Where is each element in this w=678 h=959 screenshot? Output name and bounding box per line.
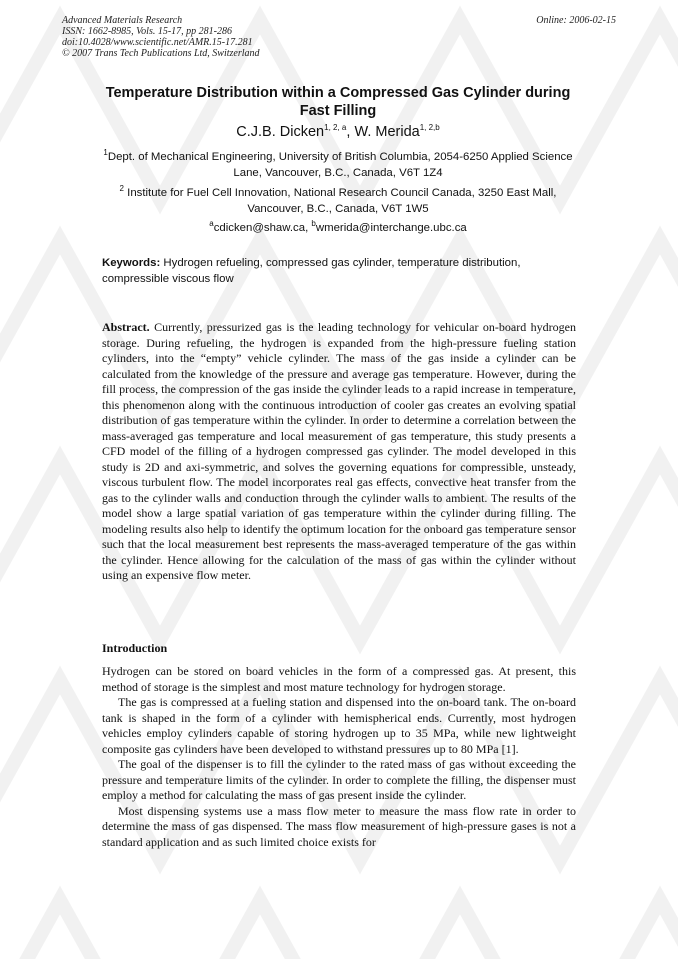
journal-name: Advanced Materials Research <box>62 15 183 26</box>
keywords-label: Keywords: <box>102 257 161 269</box>
author-list <box>100 123 576 141</box>
email-marker: a <box>209 219 214 229</box>
author-affiliation-marker: 1, 2, a <box>324 123 347 133</box>
paragraph: Hydrogen can be stored on board vehicles in the form of a compressed gas. At present, this method of storage is the simplest and most mature technology for hydrogen storage. <box>102 664 576 694</box>
paragraph: Most dispensing systems use a mass flow meter to measure the mass flow rate in order to determine the mass of gas dispensed. The mass flow measurement of high-pressure gases is not a standard application and as such limited choice exists for <box>102 803 576 849</box>
affiliation-2 <box>100 186 576 217</box>
section-heading-introduction: Introduction <box>102 641 168 655</box>
email-link[interactable]: cdicken@shaw.ca <box>213 222 306 234</box>
keywords-block <box>102 256 576 287</box>
email-link[interactable]: wmerida@interchange.ubc.ca <box>315 222 467 234</box>
author-separator: , <box>346 124 355 140</box>
journal-issn: ISSN: 1662-8985, Vols. 15-17, pp 281-286 <box>62 26 232 37</box>
keywords-text: Hydrogen refueling, compressed gas cylinder, temperature distribution, compressible viscous flow <box>102 257 521 285</box>
email-marker: b <box>311 219 316 229</box>
journal-header <box>62 15 616 59</box>
author-name: W. Merida <box>354 124 420 140</box>
affiliation-text: Institute for Fuel Cell Innovation, National Research Council Canada, 3250 East Mall, Vancouver, B.C., Canada, V6T 1W5 <box>127 187 557 215</box>
introduction-body <box>102 664 576 850</box>
affiliation-text: Dept. of Mechanical Engineering, University of British Columbia, 2054-6250 Applied Science Lane, Vancouver, B.C., Canada, V6T 1Z4 <box>107 151 573 179</box>
author-emails <box>100 221 576 237</box>
journal-copyright: © 2007 Trans Tech Publications Ltd, Switzerland <box>62 48 260 59</box>
journal-doi: doi:10.4028/www.scientific.net/AMR.15-17.281 <box>62 37 253 48</box>
online-date: Online: 2006-02-15 <box>536 15 616 26</box>
paragraph: The gas is compressed at a fueling station and dispensed into the on-board tank. The on-board tank is shaped in the form of a cylinder with hemispherical ends. Currently, most hydrogen vehicles employ cylinders capable of storing hydrogen up to 35 MPa, while new lightweight composite gas cylinders have been developed to withstand pressures up to 80 MPa [1]. <box>102 695 576 756</box>
abstract-label: Abstract. <box>102 320 150 334</box>
affiliation-marker: 1 <box>103 148 108 158</box>
author-affiliation-marker: 1, 2,b <box>419 123 440 133</box>
author-name: C.J.B. Dicken <box>236 124 325 140</box>
email-separator: , <box>305 222 312 234</box>
paper-title: Temperature Distribution within a Compressed Gas Cylinder during Fast Filling <box>105 85 571 119</box>
affiliation-1 <box>100 150 576 181</box>
affiliation-marker: 2 <box>119 184 124 194</box>
paragraph: The goal of the dispenser is to fill the cylinder to the rated mass of gas without exceeding the pressure and temperature limits of the cylinder. In order to complete the filling, the dispenser must employ a method for calculating the mass of gas present inside the cylinder. <box>102 757 576 802</box>
abstract-text: Currently, pressurized gas is the leading technology for vehicular on-board hydrogen storage. During refueling, the hydrogen is expanded from the high-pressure fueling station cylinders, into the “empty” vehicle cylinder. The mass of the gas inside a cylinder can be calculated from the knowledge of the pressure and average gas temperature. However, during the fill process, the compression of the gas inside the cylinder leads to a rapid increase in temperature, this phenomenon along with the continuous introduction of cooler gas creates an evolving spatial distribution of gas temperature within the cylinder. In order to determine a correlation between the mass-averaged gas temperature and local measurement of gas temperature, this study presents a CFD model of the filling of a hydrogen compressed gas cylinder. The model developed in this study is 2D and axi-symmetric, and solves the governing equations for compressible, unsteady, viscous turbulent flow. The model incorporates real gas effects, convective heat transfer from the gas to the cylinder walls and conduction through the cylinder walls to ambient. The results of the model show a large spatial variation of gas temperature within the cylinder during filling. The modeling results also help to identify the optimum location for the onboard gas temperature sensor such that the local measurement best represents the mass-averaged temperature of the gas within the cylinder. Hence allowing for the calculation of the mass of gas within the cylinder without using an expensive flow meter. <box>102 320 577 582</box>
abstract-block <box>102 320 576 584</box>
